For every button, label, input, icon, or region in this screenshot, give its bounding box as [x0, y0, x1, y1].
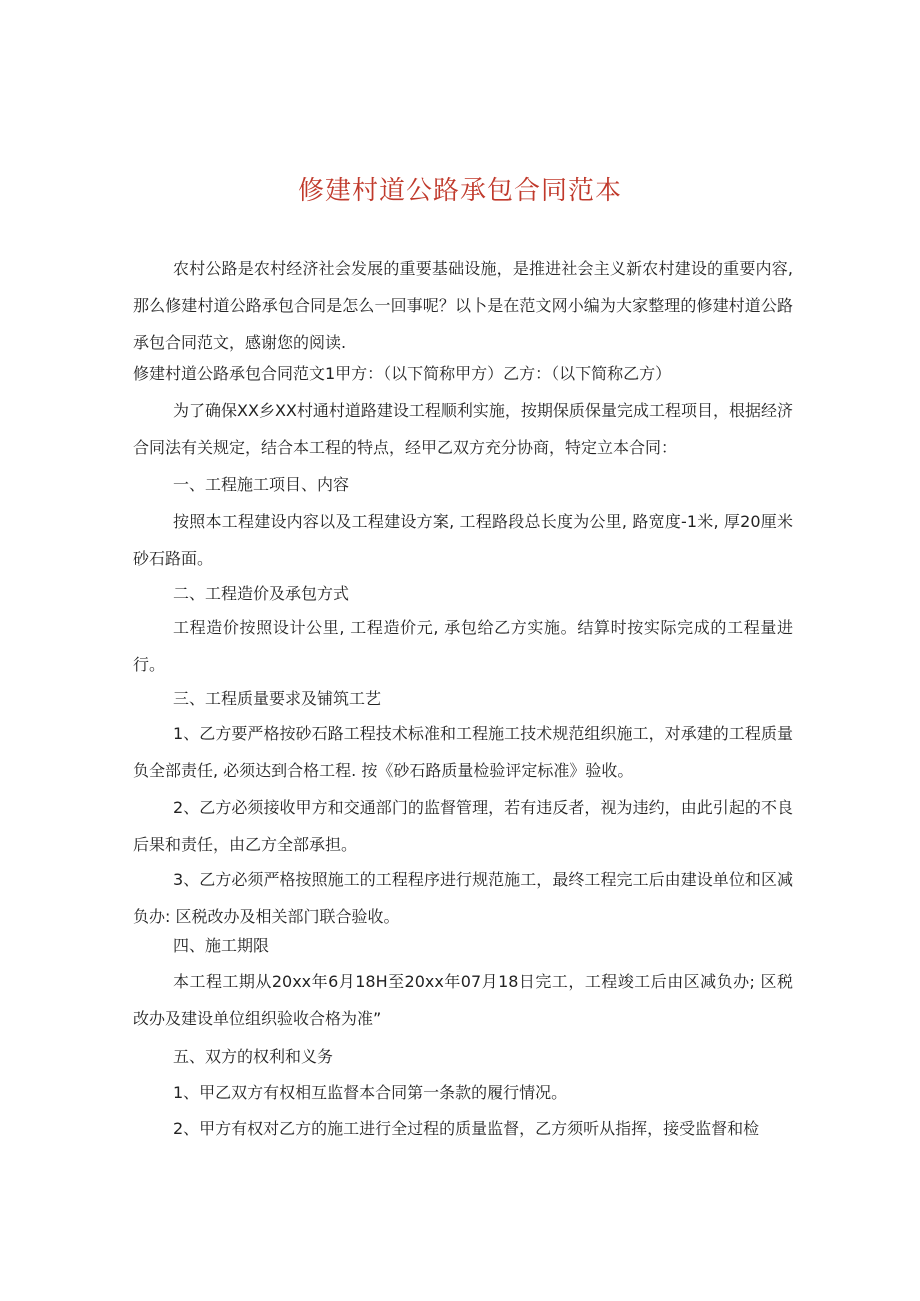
section-heading-3: 三、工程质量要求及铺筑工艺 — [173, 689, 382, 708]
section-5-item-1: 1、甲乙双方有权相互监督本合同第一条款的履行情况。 — [173, 1083, 568, 1102]
document-title: 修建村道公路承包合同范本 — [297, 176, 622, 206]
section-heading-2: 二、工程造价及承包方式 — [173, 584, 350, 603]
section-3-item-1: 1、乙方要严格按砂石路工程技术标准和工程施工技术规范组织施工，对承建的工程质量负全部责任, 必须达到合格工程. 按《砂石路质量检验评定标准》验收。 — [133, 724, 793, 780]
purpose-paragraph: 为了确保XX乡XX村通村道路建设工程顺利实施，按期保质保量完成工程项目，根据经济合同法有关规定，结合本工程的特点，经甲乙双方充分协商，特定立本合同： — [133, 401, 793, 457]
section-2-body: 工程造价按照设计公里, 工程造价元, 承包给乙方实施。结算时按实际完成的工程量进行。 — [133, 618, 793, 674]
section-4-body: 本工程工期从20xx年6月18H至20xx年07月18日完工，工程竣工后由区减负办; 区税改办及建设单位组织验收合格为准” — [133, 972, 793, 1028]
section-heading-5: 五、双方的权利和义务 — [173, 1047, 334, 1066]
section-1-body: 按照本工程建设内容以及工程建设方案, 工程路段总长度为公里, 路宽度-1米, 厚20厘米砂石路面。 — [133, 512, 793, 568]
contract-parties-line: 修建村道公路承包合同范文1甲方：（以下简称甲方）乙方：（以下简称乙方） — [133, 364, 672, 383]
section-3-item-3: 3、乙方必须严格按照施工的工程程序进行规范施工，最终工程完工后由建设单位和区减负办: 区税改办及相关部门联合验收。 — [133, 870, 793, 926]
section-3-item-2: 2、乙方必须接收甲方和交通部门的监督管理，若有违反者，视为违约，由此引起的不良后果和责任，由乙方全部承担。 — [133, 798, 793, 854]
section-heading-4: 四、施工期限 — [173, 936, 270, 955]
section-heading-1: 一、工程施工项目、内容 — [173, 475, 350, 494]
intro-paragraph: 农村公路是农村经济社会发展的重要基础设施，是推进社会主义新农村建设的重要内容, 那么修建村道公路承包合同是怎么一回事呢？以卜是在范文网小编为大家整理的修建村道公路承包合同范文，感谢您的阅读. — [133, 259, 793, 352]
section-5-item-2: 2、甲方有权对乙方的施工进行全过程的质量监督，乙方须听从指挥，接受监督和检 — [173, 1119, 760, 1138]
